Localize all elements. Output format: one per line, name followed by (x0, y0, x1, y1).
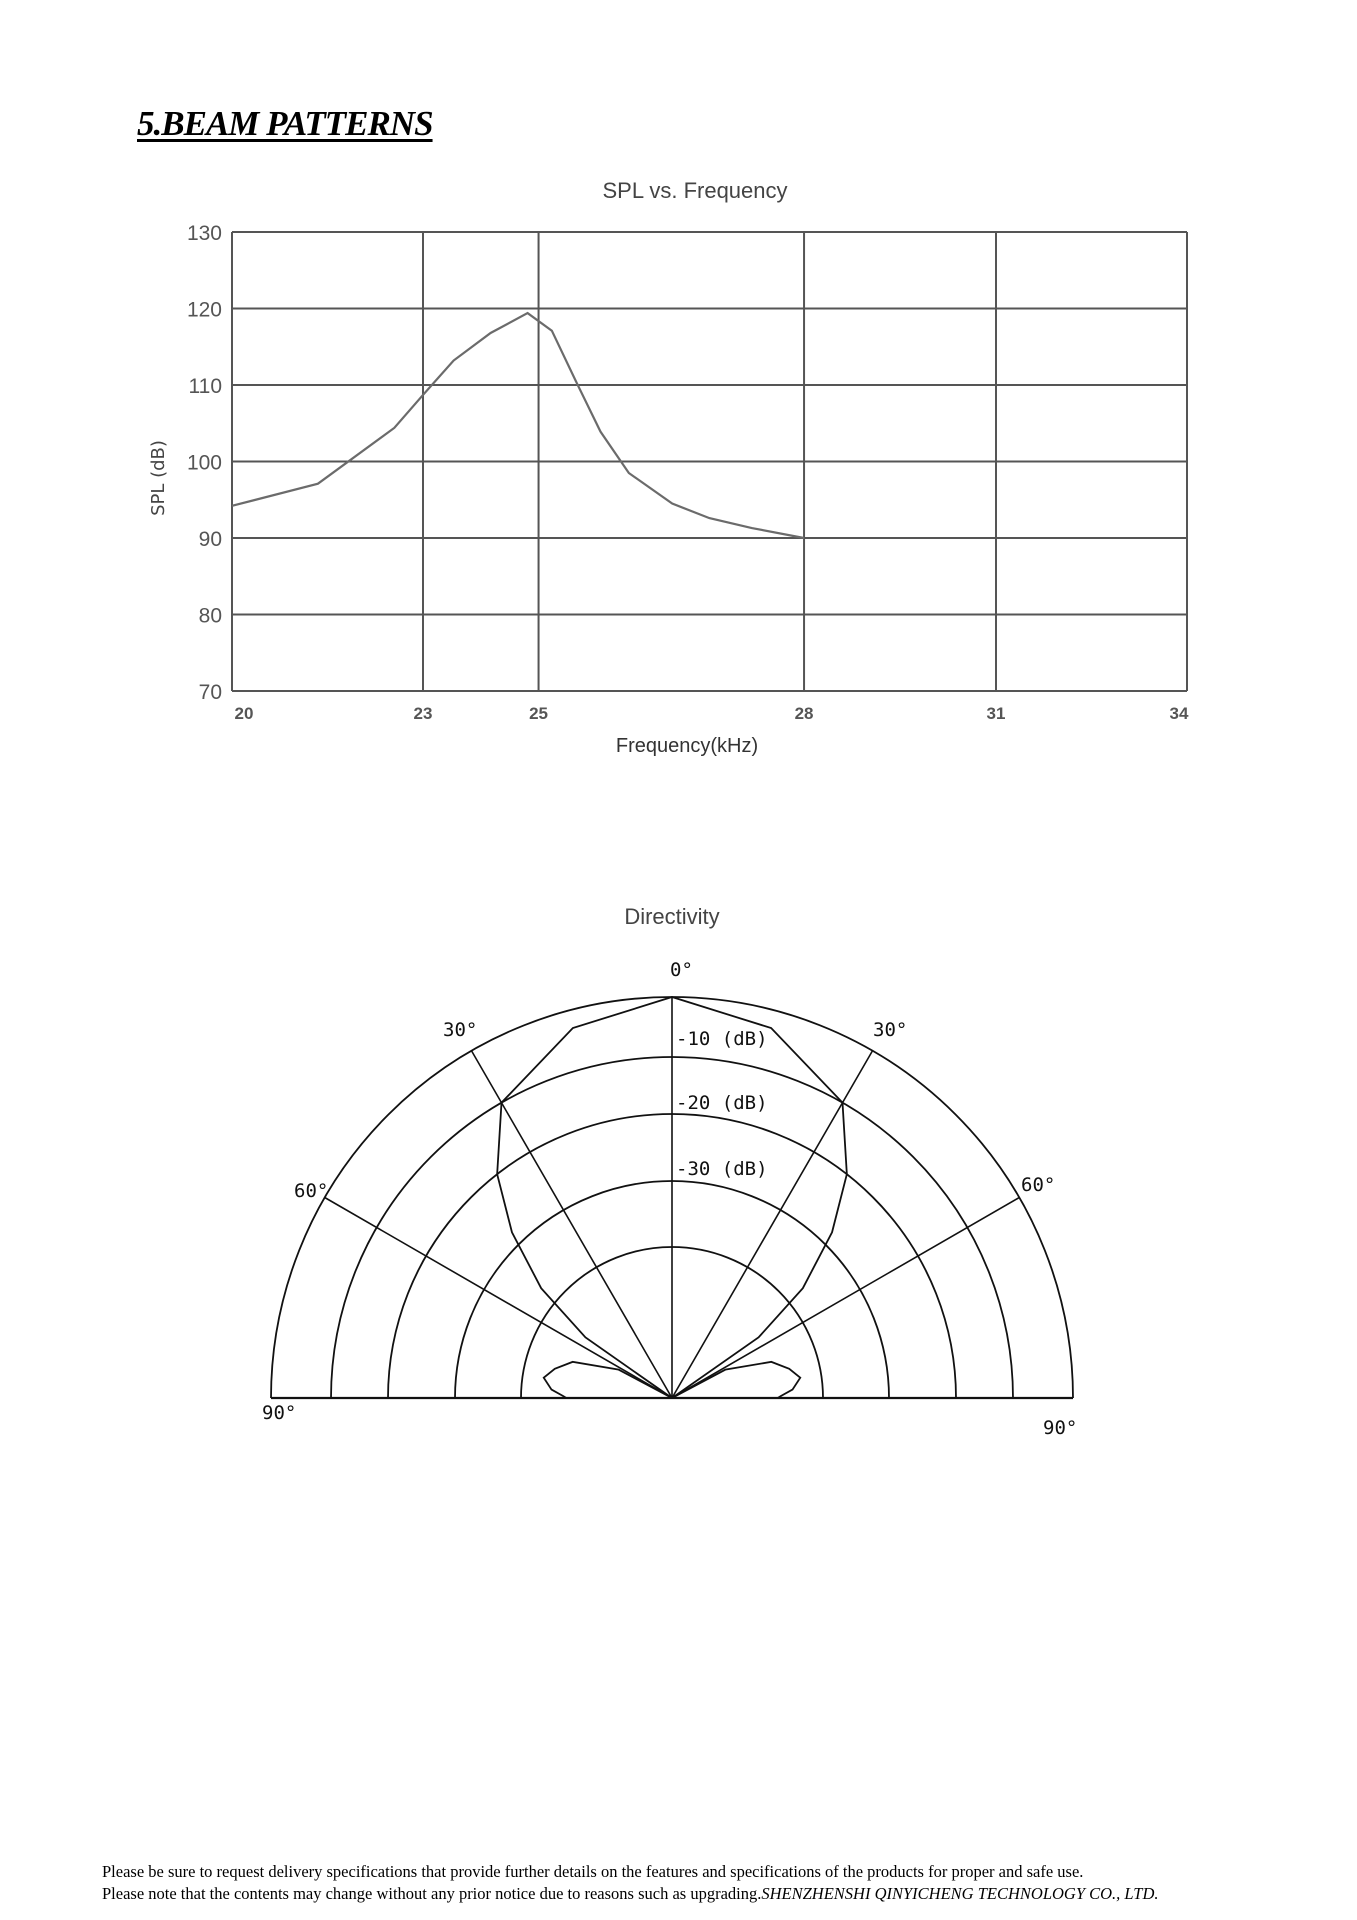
section-heading: 5.BEAM PATTERNS (137, 104, 433, 143)
angle-label-left-30: 30° (443, 1019, 478, 1041)
angle-label-right-90: 90° (1043, 1417, 1078, 1439)
spl-y-tick-label: 110 (188, 375, 222, 398)
ring-label-10db: -10 (dB) (676, 1028, 768, 1050)
spl-x-tick-label: 34 (1169, 704, 1189, 723)
spl-y-tick-label: 90 (198, 528, 222, 551)
spl-y-tick-label: 130 (186, 222, 222, 245)
footer-line-1: Please be sure to request delivery specifications that provide further details on the features and specifications of the products for proper and safe use. (102, 1862, 1084, 1881)
spl-chart-title: SPL vs. Frequency (602, 178, 788, 203)
angle-label-right-30: 30° (873, 1019, 908, 1041)
spl-x-tick-label: 20 (234, 704, 254, 723)
spl-y-axis-label: SPL (dB) (148, 440, 169, 516)
directivity-title: Directivity (624, 904, 720, 929)
polar-spoke (672, 1198, 1019, 1399)
polar-spoke (325, 1198, 672, 1399)
angle-label-left-60: 60° (294, 1180, 329, 1202)
angle-label-0: 0° (670, 959, 693, 981)
spl-x-tick-label: 23 (413, 704, 433, 723)
spl-y-tick-label: 120 (186, 298, 222, 322)
spl-y-tick-label: 70 (198, 681, 222, 704)
spl-y-tick-label: 80 (198, 604, 222, 628)
spl-y-tick-label: 100 (186, 451, 222, 475)
footer-notice: Please note that the contents may change without any prior notice due to reasons such as upgrading. (102, 1884, 762, 1903)
spl-x-tick-label: 25 (529, 704, 549, 723)
spl-x-tick-label: 28 (794, 704, 814, 723)
spl-x-axis-label: Frequency(kHz) (615, 735, 759, 757)
footer-line-2 (102, 1884, 1159, 1904)
angle-label-left-90: 90° (262, 1402, 297, 1424)
ring-label-20db: -20 (dB) (676, 1092, 768, 1114)
angle-label-right-60: 60° (1021, 1174, 1056, 1196)
footer-company: SHENZHENSHI QINYICHENG TECHNOLOGY CO., LTD. (761, 1884, 1159, 1903)
ring-label-30db: -30 (dB) (676, 1158, 768, 1180)
spl-x-tick-label: 31 (986, 704, 1006, 723)
